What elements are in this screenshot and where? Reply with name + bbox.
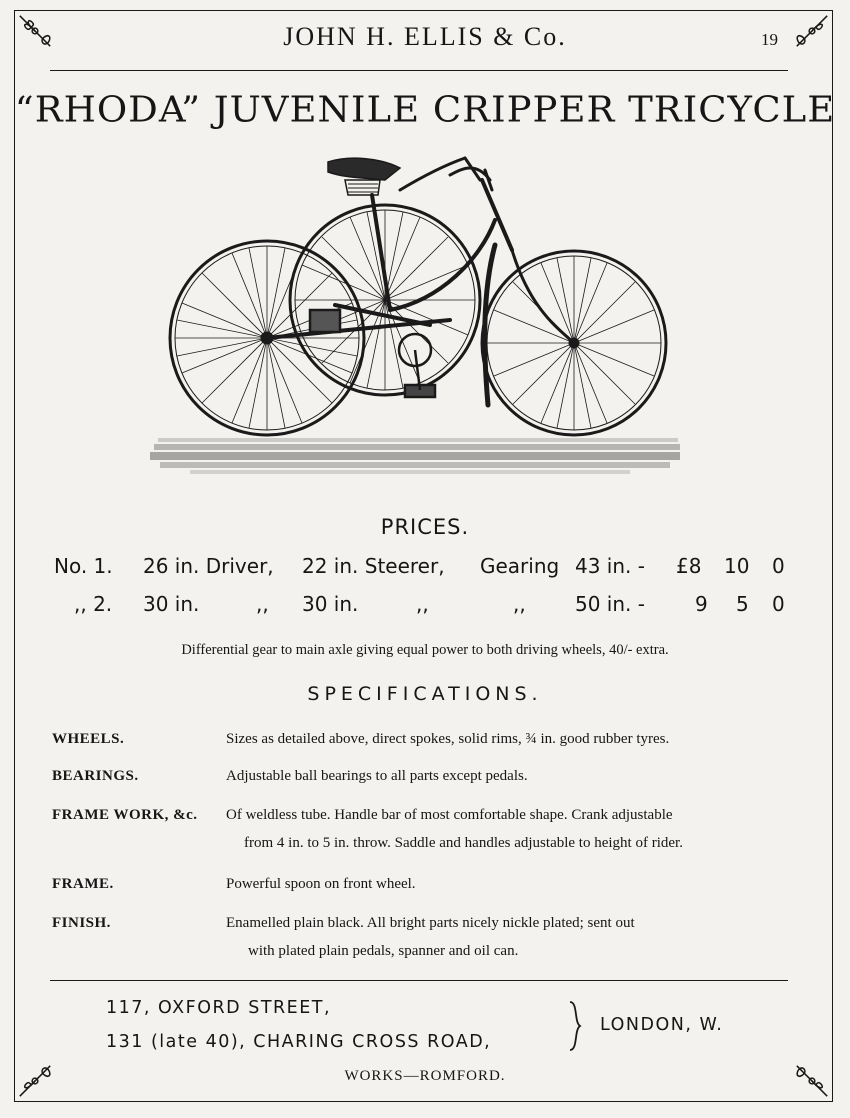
tricycle-illustration (150, 150, 690, 500)
driver-size: 30 in. (143, 592, 200, 616)
works-location: WORKS—ROMFORD. (344, 1068, 506, 1084)
price-row (0, 554, 850, 582)
rear-right-wheel (290, 205, 480, 395)
spec-label: FRAME. (52, 876, 114, 892)
spec-text: Sizes as detailed above, direct spokes, solid rims, ¾ in. good rubber tyres. (226, 731, 670, 747)
steerer-size: 30 in. (302, 592, 359, 616)
spec-text: Powerful spoon on front wheel. (226, 876, 416, 892)
header-rule (50, 70, 788, 71)
gearing-label: Gearing (480, 554, 560, 578)
saddle (328, 158, 400, 195)
prices-heading: PRICES. (380, 515, 470, 539)
address-line-1: 117, OXFORD STREET, (106, 998, 332, 1018)
spec-label: FINISH. (52, 915, 111, 931)
address-line-2: 131 (late 40), CHARING CROSS ROAD, (106, 1032, 492, 1052)
page-title: “RHODA” JUVENILE CRIPPER TRICYCLE (14, 89, 836, 130)
price-pounds: 9 (695, 592, 708, 616)
steerer-size: 22 in. Steerer, (302, 554, 445, 578)
ditto-mark: ,, (513, 592, 526, 616)
page-number: 19 (761, 30, 778, 49)
price-row (0, 592, 850, 620)
spec-text: Adjustable ball bearings to all parts except pedals. (226, 768, 528, 784)
price-pounds: £8 (676, 554, 702, 578)
spec-text-continued: with plated plain pedals, spanner and oil can. (248, 943, 519, 959)
spec-text: Of weldless tube. Handle bar of most comfortable shape. Crank adjustable (226, 807, 673, 823)
spec-label: BEARINGS. (52, 768, 139, 784)
price-pence: 0 (772, 592, 785, 616)
brace-icon (566, 1000, 584, 1052)
price-shillings: 5 (736, 592, 749, 616)
gearing-size: 50 in. - (575, 592, 645, 616)
company-header: JOHN H. ELLIS & Co. (283, 22, 567, 51)
model-number: ,, 2. (74, 592, 113, 616)
ditto-mark: ,, (256, 592, 269, 616)
price-shillings: 10 (724, 554, 750, 578)
differential-note: Differential gear to main axle giving equal power to both driving wheels, 40/- extra. (181, 642, 669, 658)
spec-label: FRAME WORK, &c. (52, 807, 198, 823)
spec-text-continued: from 4 in. to 5 in. throw. Saddle and handles adjustable to height of rider. (244, 835, 683, 851)
footer-rule (50, 980, 788, 981)
gearing-size: 43 in. - (575, 554, 645, 578)
handlebar (400, 158, 492, 190)
driver-size: 26 in. Driver, (143, 554, 274, 578)
city: LONDON, W. (600, 1015, 724, 1035)
spec-text: Enamelled plain black. All bright parts nicely nickle plated; sent out (226, 915, 635, 931)
ground-shading (150, 438, 680, 474)
ditto-mark: ,, (416, 592, 429, 616)
model-number: No. 1. (54, 554, 113, 578)
specifications-heading: SPECIFICATIONS. (307, 683, 543, 705)
price-pence: 0 (772, 554, 785, 578)
spec-label: WHEELS. (52, 731, 125, 747)
